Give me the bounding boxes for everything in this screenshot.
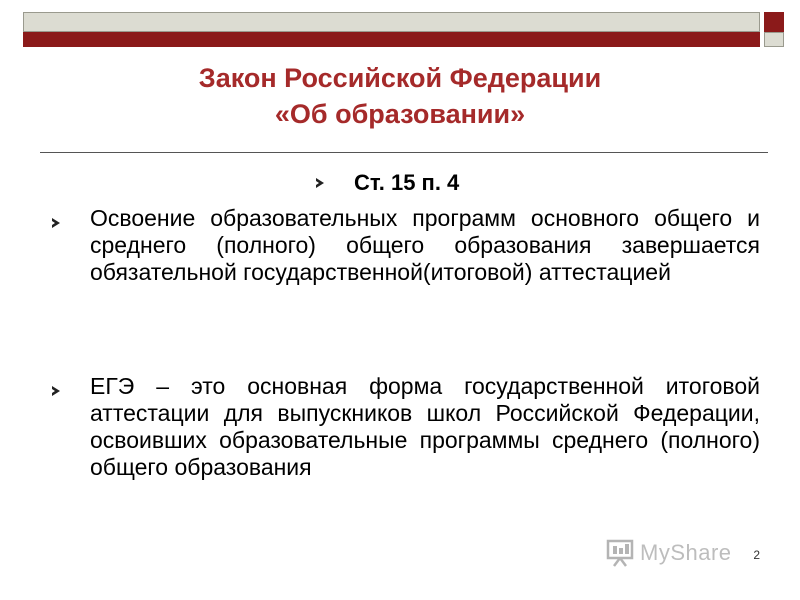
header-square-light (764, 32, 784, 47)
header-bar-dark (23, 32, 760, 47)
slide-title-line-2: «Об образовании» (274, 99, 526, 129)
bullet-item-2 (52, 373, 762, 481)
watermark-logo (606, 538, 732, 568)
subheading-text: Ст. 15 п. 4 (354, 170, 460, 195)
arrow-bullet-icon (52, 386, 60, 396)
header-bar-light (23, 12, 760, 32)
arrow-bullet-icon (52, 218, 60, 228)
bullet-text-1: Освоение образовательных программ основного общего и среднего (полного) общего образования завершается обязательной государственной(итоговой) аттестацией (90, 205, 760, 285)
presentation-board-icon (606, 538, 636, 568)
watermark-text: MyShare (640, 540, 732, 565)
slide-title-line-1: Закон Российской Федерации (198, 63, 602, 93)
bullet-text-2: ЕГЭ – это основная форма государственной итоговой аттестации для выпускников школ Российской Федерации, освоивших образовательные программы среднего (полного) общего образования (90, 373, 760, 480)
bullet-item-1 (52, 205, 762, 286)
arrow-bullet-icon (316, 178, 324, 188)
page-number: 2 (753, 548, 760, 562)
slide-title (80, 60, 720, 132)
title-divider (40, 152, 768, 153)
subheading (316, 170, 459, 196)
header-square-dark (764, 12, 784, 32)
